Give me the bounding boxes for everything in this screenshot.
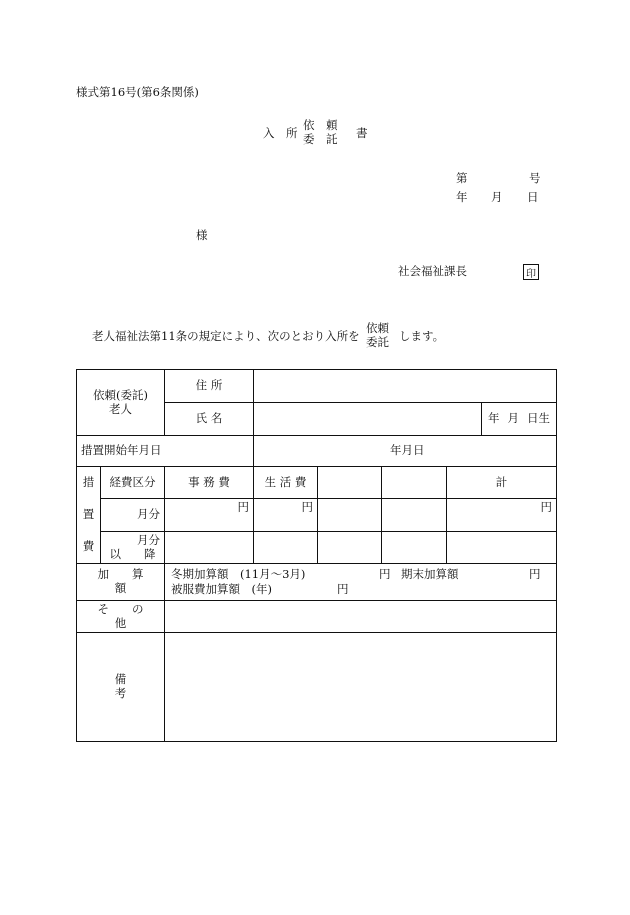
office-expense-header [165,467,254,499]
month-portion-row [77,499,557,531]
measure-label-2: 置 [82,507,95,522]
birth-date-field[interactable] [482,403,557,436]
name-field[interactable] [254,403,482,436]
start-date-label-cell [77,436,254,467]
address-row [77,370,557,403]
statement-option-itaku: 委託 [366,335,389,350]
remarks-label: 備 考 [114,672,184,700]
other-row [77,601,557,633]
other-field[interactable] [165,601,557,633]
measure-label-cell [77,467,101,564]
address-label: 住 所 [195,378,223,393]
living-expense-label: 生 活 費 [264,474,307,489]
addition-label: 加 算 額 [97,567,167,595]
month-after-label-1: 月分 [137,532,160,547]
start-date-row [77,436,557,467]
addition-row [77,564,557,601]
measure-label-1: 措 [82,475,95,490]
month-after-label-2: 以 降 [109,547,156,562]
number-dai: 第 [456,171,468,185]
extra-month-field-1[interactable] [318,499,382,531]
address-field[interactable] [254,370,557,403]
month-after-cell [101,531,165,563]
title-options [303,118,338,147]
issuer-title: 社会福祉課長 [398,264,467,278]
yen-unit: 円 [529,567,541,582]
month-portion-label: 月分 [137,507,160,522]
request-form-table [76,369,557,742]
start-month-unit: 月 [401,443,413,458]
total-after-field[interactable] [447,531,557,563]
title-option-itaku: 委 託 [303,132,338,147]
name-label-cell [165,403,254,436]
birth-month-unit: 月 [507,411,519,426]
start-day-unit: 日 [413,443,425,458]
yen-unit: 円 [337,582,349,596]
start-year-unit: 年 [390,443,402,458]
birth-day-unit: 日生 [527,411,550,426]
statement-before: 老人福祉法第11条の規定により、次のとおり入所を [92,329,360,343]
other-label: そ の 他 [97,601,167,630]
total-month-field[interactable] [447,499,557,531]
other-label-cell [77,601,165,633]
expense-class-label: 経費区分 [109,474,156,489]
date-year: 年 [456,190,468,204]
number-go: 号 [529,171,541,185]
yen-unit: 円 [301,500,313,515]
statement-option-irai: 依頼 [366,321,389,335]
total-label: 計 [495,474,508,489]
office-expense-label: 事 務 費 [188,474,230,489]
start-date-field[interactable] [254,436,557,467]
remarks-label-cell [77,633,184,742]
date-month: 月 [491,190,503,204]
extra-after-field-2[interactable] [382,531,447,563]
expense-class-header [101,467,165,499]
month-after-row [77,531,557,563]
living-expense-header [254,467,318,499]
extra-header-1 [318,467,382,499]
person-label: 依頼(委託)老人 [93,387,148,416]
yen-unit: 円 [379,567,391,582]
remarks-field[interactable] [165,633,557,742]
seal-mark: 印 [523,264,539,280]
end-term-addition-label: 期末加算額 [401,567,459,582]
yen-unit: 円 [540,500,553,515]
extra-header-2 [382,467,447,499]
total-header [447,467,557,499]
statement-after: します。 [399,329,445,343]
month-portion-cell [101,499,165,531]
addition-label-cell [77,564,165,601]
date-day: 日 [527,190,539,204]
winter-addition-label: 冬期加算額 (11月～3月) [171,567,306,582]
person-label-cell [77,370,165,436]
address-label-cell [165,370,254,403]
living-expense-after-field[interactable] [254,531,318,563]
addition-field[interactable] [165,564,557,601]
expense-header-row [77,467,557,499]
birth-year-unit: 年 [488,411,500,426]
title-right: 書 [356,126,368,140]
start-date-label: 措置開始年月日 [81,443,162,458]
addressee-suffix: 様 [196,228,208,242]
office-expense-after-field[interactable] [165,531,254,563]
extra-month-field-2[interactable] [382,499,447,531]
yen-unit: 円 [237,500,249,515]
clothing-addition-label: 被服費加算額 (年) [171,582,272,596]
statement-options [366,321,389,350]
living-expense-month-field[interactable] [254,499,318,531]
remarks-row [77,633,557,742]
name-label: 氏 名 [195,411,223,426]
title-option-irai: 依 頼 [303,118,338,132]
measure-label-3: 費 [82,539,95,554]
title-left: 入 所 [263,126,298,140]
form-number: 様式第16号(第6条関係) [76,85,199,99]
extra-after-field-1[interactable] [318,531,382,563]
office-expense-month-field[interactable] [165,499,254,531]
